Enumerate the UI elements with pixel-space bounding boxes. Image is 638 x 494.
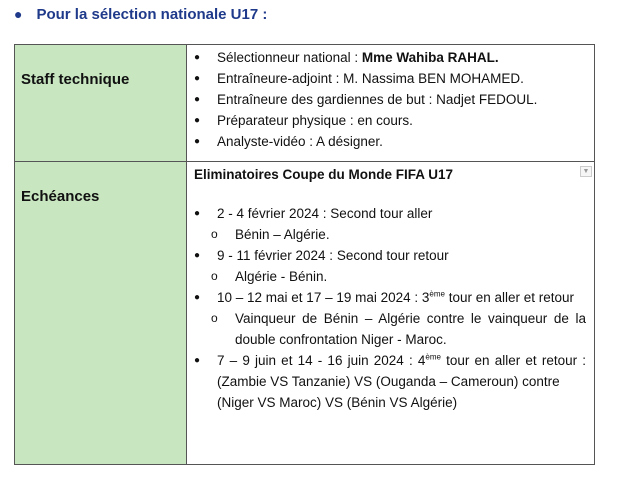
schedule-subitem: o Bénin – Algérie. bbox=[187, 224, 594, 245]
schedule-subitem: o Algérie - Bénin. bbox=[187, 266, 594, 287]
staff-item: ● Préparateur physique : en cours. bbox=[187, 110, 594, 131]
info-table bbox=[14, 44, 595, 465]
competition-title: Eliminatoires Coupe du Monde FIFA U17 bbox=[194, 167, 454, 182]
staff-item: ● Entraîneure des gardiennes de but : Nadjet FEDOUL. bbox=[187, 89, 594, 110]
staff-item: ● Analyste-vidéo : A désigner. bbox=[187, 131, 594, 152]
echeances-label: Echéances bbox=[21, 188, 100, 205]
schedule-item: ● 2 - 4 février 2024 : Second tour aller bbox=[187, 203, 594, 224]
bullet-icon: ● bbox=[14, 6, 23, 22]
echeances-row bbox=[15, 162, 595, 465]
staff-item: ● Sélectionneur national : Mme Wahiba RAHAL. bbox=[187, 47, 594, 68]
schedule-final-line: (Niger VS Maroc) VS (Bénin VS Algérie) bbox=[217, 395, 458, 410]
staff-content-cell bbox=[187, 45, 595, 162]
echeances-content-cell bbox=[187, 162, 595, 465]
schedule-list bbox=[187, 203, 594, 224]
dropdown-handle-icon[interactable]: ▼ bbox=[580, 166, 592, 177]
schedule-sublist bbox=[187, 266, 594, 287]
schedule-list bbox=[187, 245, 594, 266]
schedule-sublist bbox=[187, 308, 594, 350]
echeances-label-cell bbox=[15, 162, 187, 465]
staff-label-cell bbox=[15, 45, 187, 162]
schedule-item: ● 9 - 11 février 2024 : Second tour retour bbox=[187, 245, 594, 266]
schedule-item: ● 7 – 9 juin et 14 - 16 juin 2024 : 4ème tour en aller et retour : (Zambie VS Tanzanie) VS (Ouganda – Cameroun) contre bbox=[187, 350, 594, 392]
staff-item: ● Entraîneure-adjoint : M. Nassima BEN MOHAMED. bbox=[187, 68, 594, 89]
schedule-list bbox=[187, 287, 594, 308]
section-heading bbox=[14, 4, 267, 24]
schedule-sublist bbox=[187, 224, 594, 245]
schedule-subitem: o Vainqueur de Bénin – Algérie contre le vainqueur de la double confrontation Niger - Maroc. bbox=[187, 308, 594, 350]
staff-list bbox=[187, 47, 594, 152]
staff-row bbox=[15, 45, 595, 162]
section-heading-text: Pour la sélection nationale U17 : bbox=[36, 5, 268, 23]
schedule-list bbox=[187, 350, 594, 392]
staff-label: Staff technique bbox=[21, 71, 130, 88]
schedule-item: ● 10 – 12 mai et 17 – 19 mai 2024 : 3ème tour en aller et retour bbox=[187, 287, 594, 308]
